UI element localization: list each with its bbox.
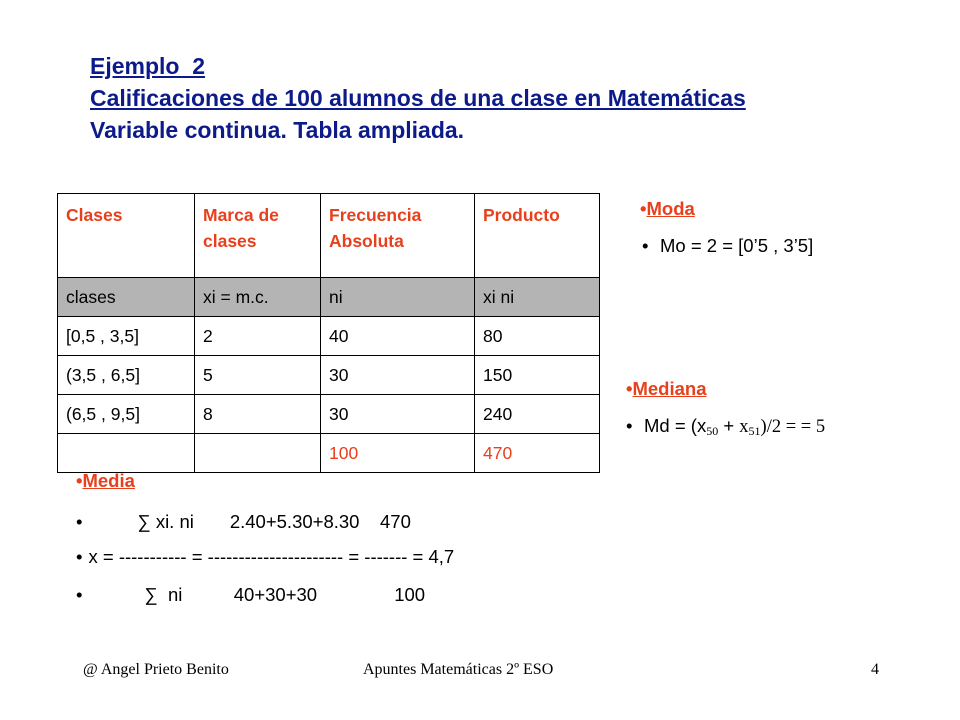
mediana-sub-1: 50 (706, 424, 719, 438)
bullet-icon: • (626, 415, 633, 436)
table-cell: 2 (195, 317, 321, 356)
bullet-icon: • (76, 584, 83, 605)
media-title: Media (82, 470, 135, 491)
header-cell: Frecuencia Absoluta (321, 194, 475, 278)
table-cell: 150 (475, 356, 600, 395)
slide-heading (90, 50, 746, 146)
mediana-sub-2: 51 (748, 424, 761, 438)
table-cell: 8 (195, 395, 321, 434)
bullet-icon: • (76, 546, 83, 567)
media-section (76, 470, 135, 492)
table-row (58, 317, 600, 356)
table-cell: 30 (321, 356, 475, 395)
mediana-plus: + (718, 415, 740, 436)
footer-page-number: 4 (871, 661, 879, 678)
header-cell: Producto (475, 194, 600, 278)
frequency-table (57, 193, 600, 473)
subheader-cell: xi ni (475, 278, 600, 317)
total-cell: 470 (475, 434, 600, 473)
table-cell: [0,5 , 3,5] (58, 317, 195, 356)
table-totals-row (58, 434, 600, 473)
subheader-cell: ni (321, 278, 475, 317)
table-cell: (6,5 , 9,5] (58, 395, 195, 434)
subheader-cell: xi = m.c. (195, 278, 321, 317)
moda-section (640, 198, 695, 220)
table-cell: (3,5 , 6,5] (58, 356, 195, 395)
bullet-icon: • (76, 511, 83, 532)
bullet-icon: • (76, 470, 83, 491)
footer-course: Apuntes Matemáticas 2º ESO (363, 661, 554, 678)
media-denominator: ∑ ni 40+30+30 100 (144, 584, 426, 605)
total-cell (58, 434, 195, 473)
example-title: Ejemplo_2 (90, 53, 206, 79)
total-cell (195, 434, 321, 473)
moda-title: Moda (646, 198, 695, 219)
table-cell: 240 (475, 395, 600, 434)
moda-formula-line (642, 235, 813, 257)
example-description: Variable continua. Tabla ampliada. (90, 117, 465, 143)
table-cell: 5 (195, 356, 321, 395)
header-cell: Clases (58, 194, 195, 278)
moda-formula: Mo = 2 = [0’5 , 3’5] (660, 235, 814, 256)
mediana-section (626, 378, 707, 400)
mediana-formula (626, 415, 825, 439)
mediana-x2: x (739, 417, 749, 437)
media-line-3 (76, 584, 425, 606)
footer-author: @ Angel Prieto Benito (83, 661, 229, 678)
mediana-prefix: Md = (x (644, 415, 707, 436)
table-subheader-row (58, 278, 600, 317)
media-formula: x = ----------- = ---------------------- = ------- = 4,7 (88, 546, 455, 567)
header-cell: Marca de clases (195, 194, 321, 278)
subheader-cell: clases (58, 278, 195, 317)
example-subtitle: Calificaciones de 100 alumnos de una clase en Matemáticas (90, 85, 746, 111)
bullet-icon: • (642, 235, 649, 256)
table-cell: 40 (321, 317, 475, 356)
mediana-suffix: )/2 = = 5 (760, 417, 826, 437)
table-cell: 30 (321, 395, 475, 434)
media-line-1 (76, 511, 411, 533)
total-cell: 100 (321, 434, 475, 473)
mediana-title: Mediana (632, 378, 707, 399)
bullet-icon: • (626, 378, 633, 399)
table-header-row (58, 194, 600, 278)
media-numerator: ∑ xi. ni 2.40+5.30+8.30 470 (137, 511, 411, 532)
media-line-2 (76, 546, 454, 568)
table-row (58, 395, 600, 434)
table-cell: 80 (475, 317, 600, 356)
bullet-icon: • (640, 198, 647, 219)
table-row (58, 356, 600, 395)
